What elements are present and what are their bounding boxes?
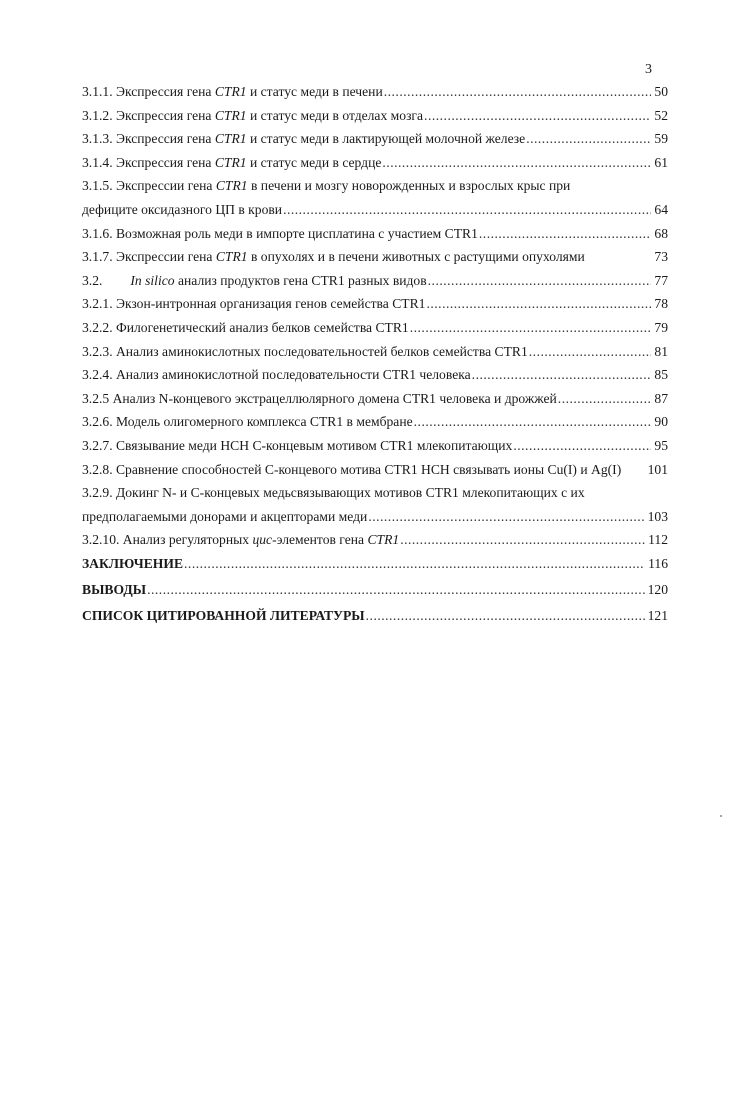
title-text: 3.1.1. Экспрессия гена xyxy=(82,84,215,99)
toc-page-number: 64 xyxy=(654,201,668,217)
toc-page-number: 112 xyxy=(648,532,668,548)
toc-entry-title xyxy=(82,391,557,407)
toc-entry xyxy=(82,202,668,226)
toc-page-number: 116 xyxy=(648,555,668,571)
toc-entry-title xyxy=(82,273,427,289)
toc-entry-title xyxy=(82,438,512,454)
title-text: 3.1.6. Возможная роль меди в импорте цисплатина с участием CTR1 xyxy=(82,225,478,241)
italic-term: CTR1 xyxy=(214,131,247,147)
toc-page-number: 68 xyxy=(654,225,668,241)
title-text: ВЫВОДЫ xyxy=(82,581,147,597)
title-text: -элементов гена xyxy=(272,532,368,548)
toc-entry xyxy=(82,273,668,297)
title-text: 3.2.6. Модель олигомерного комплекса CTR1 в мембране xyxy=(82,414,413,430)
toc-entry-title xyxy=(82,84,383,100)
toc-entry-title xyxy=(82,509,367,525)
title-text: 3.1.2. Экспрессия гена xyxy=(82,107,215,123)
title-text: 3.2.4. Анализ аминокислотной последовательности CTR1 человека xyxy=(82,367,471,383)
title-text: 3.2.10. Анализ регуляторных xyxy=(82,532,253,548)
toc-entry xyxy=(82,485,668,509)
toc-page-number: 121 xyxy=(647,607,668,623)
dot-leader xyxy=(424,108,651,124)
title-text: 3.2.2. Филогенетический анализ белков семейства CTR1 xyxy=(82,319,409,335)
title-text: анализ продуктов гена CTR1 разных видов xyxy=(174,272,427,288)
title-text: 3.2.9. Докинг N- и С-концевых медьсвязывающих мотивов CTR1 млекопитающих с их xyxy=(82,485,585,501)
title-text: 3.2.3. Анализ аминокислотных последовательностей белков семейства CTR1 xyxy=(82,343,528,359)
toc-entry-title xyxy=(82,532,399,548)
toc-entry xyxy=(82,462,668,486)
table-of-contents xyxy=(82,84,668,634)
toc-entry xyxy=(82,414,668,438)
dot-leader xyxy=(426,296,651,312)
italic-term: CTR1 xyxy=(215,249,248,265)
title-text: дефиците оксидазного ЦП в крови xyxy=(82,201,283,217)
italic-term: In silico xyxy=(130,272,175,288)
toc-entry-title xyxy=(82,155,381,171)
italic-term: CTR1 xyxy=(215,178,248,194)
title-text: 3.2.1. Экзон-интронная организация генов семейства CTR1 xyxy=(82,296,426,312)
toc-entry-title xyxy=(82,485,585,501)
toc-entry-title xyxy=(82,344,528,360)
toc-entry-title xyxy=(82,462,621,478)
title-text: 3.2.8. Сравнение способностей С-концевого мотива CTR1 НСН связывать ионы Cu(I) и Ag(I) xyxy=(82,461,622,477)
dot-leader xyxy=(472,367,652,383)
title-text: и статус меди в сердце xyxy=(246,154,382,170)
toc-entry xyxy=(82,320,668,344)
toc-page-number: 59 xyxy=(654,131,668,147)
toc-page-number: 103 xyxy=(647,508,668,524)
toc-entry-title xyxy=(82,608,365,624)
toc-entry xyxy=(82,131,668,155)
toc-page-number: 73 xyxy=(654,249,668,265)
title-text: и статус меди в печени xyxy=(246,84,383,99)
title-text: 3.2. xyxy=(82,272,103,288)
toc-entry xyxy=(82,84,668,108)
dot-leader xyxy=(414,414,652,430)
toc-entry xyxy=(82,556,668,582)
toc-entry xyxy=(82,155,668,179)
toc-entry xyxy=(82,391,668,415)
toc-page-number: 52 xyxy=(654,107,668,123)
dot-leader xyxy=(558,391,652,407)
toc-entry-title xyxy=(82,582,146,598)
toc-entry xyxy=(82,582,668,608)
dot-leader xyxy=(410,320,652,336)
toc-page-number: 90 xyxy=(654,414,668,430)
title-text: предполагаемыми донорами и акцепторами меди xyxy=(82,508,368,524)
toc-entry xyxy=(82,344,668,368)
dot-leader xyxy=(184,556,645,572)
toc-entry-title xyxy=(82,178,570,194)
dot-leader xyxy=(382,155,651,171)
italic-term: CTR1 xyxy=(214,107,247,123)
dot-leader xyxy=(384,84,652,100)
dot-leader xyxy=(366,608,645,624)
dot-leader xyxy=(400,532,645,548)
italic-term: CTR1 xyxy=(214,84,247,99)
toc-entry-title xyxy=(82,108,423,124)
toc-page-number: 120 xyxy=(647,581,668,597)
toc-entry xyxy=(82,108,668,132)
title-text: 3.2.5 Анализ N-концевого экстрацеллюлярного домена CTR1 человека и дрожжей xyxy=(82,390,557,406)
toc-page-number: 79 xyxy=(654,319,668,335)
dot-leader xyxy=(479,226,652,242)
dot-leader xyxy=(147,582,645,598)
italic-term: цис xyxy=(252,532,273,548)
toc-entry xyxy=(82,367,668,391)
toc-page-number: 78 xyxy=(654,296,668,312)
toc-entry-title xyxy=(82,320,409,336)
toc-entry xyxy=(82,532,668,556)
toc-entry-title xyxy=(82,556,183,572)
title-text: и статус меди в отделах мозга xyxy=(246,107,424,123)
dot-leader xyxy=(283,202,651,218)
italic-term: CTR1 xyxy=(367,532,400,548)
toc-page-number: 85 xyxy=(654,367,668,383)
toc-entry xyxy=(82,438,668,462)
toc-page-number: 50 xyxy=(654,84,668,99)
toc-entry xyxy=(82,249,668,273)
toc-page-number: 87 xyxy=(654,390,668,406)
toc-entry-title xyxy=(82,131,525,147)
title-text: и статус меди в лактирующей молочной железе xyxy=(246,131,526,147)
toc-entry-title xyxy=(82,226,478,242)
toc-page-number: 101 xyxy=(647,461,668,477)
dot-leader xyxy=(428,273,652,289)
title-text: 3.1.5. Экспрессии гена xyxy=(82,178,216,194)
title-text: в печени и мозгу новорожденных и взрослых крыс при xyxy=(247,178,571,194)
title-text: 3.2.7. Связывание меди НСН С-концевым мотивом CTR1 млекопитающих xyxy=(82,437,513,453)
toc-entry xyxy=(82,296,668,320)
italic-term: CTR1 xyxy=(214,154,247,170)
title-text: 3.1.7. Экспрессии гена xyxy=(82,249,216,265)
toc-entry-title xyxy=(82,202,282,218)
dot-leader xyxy=(529,344,652,360)
dot-leader xyxy=(526,131,651,147)
toc-page-number: 81 xyxy=(654,343,668,359)
scan-speck xyxy=(720,815,722,817)
toc-entry xyxy=(82,178,668,202)
title-text: в опухолях и в печени животных с растущими опухолями xyxy=(247,249,585,265)
dot-leader xyxy=(368,509,644,525)
toc-entry-title xyxy=(82,414,413,430)
title-text: 3.1.4. Экспрессия гена xyxy=(82,154,215,170)
toc-page-number: 95 xyxy=(654,437,668,453)
toc-entry-title xyxy=(82,367,471,383)
toc-entry xyxy=(82,226,668,250)
title-text: СПИСОК ЦИТИРОВАННОЙ ЛИТЕРАТУРЫ xyxy=(82,607,365,623)
toc-entry-title xyxy=(82,249,585,265)
toc-page-number: 77 xyxy=(654,272,668,288)
toc-entry-title xyxy=(82,296,425,312)
title-text: 3.1.3. Экспрессия гена xyxy=(82,131,215,147)
page-number: 3 xyxy=(645,62,652,77)
dot-leader xyxy=(513,438,651,454)
toc-entry xyxy=(82,608,668,634)
toc-page-number: 61 xyxy=(654,154,668,170)
title-text: ЗАКЛЮЧЕНИЕ xyxy=(82,555,184,571)
toc-entry xyxy=(82,509,668,533)
